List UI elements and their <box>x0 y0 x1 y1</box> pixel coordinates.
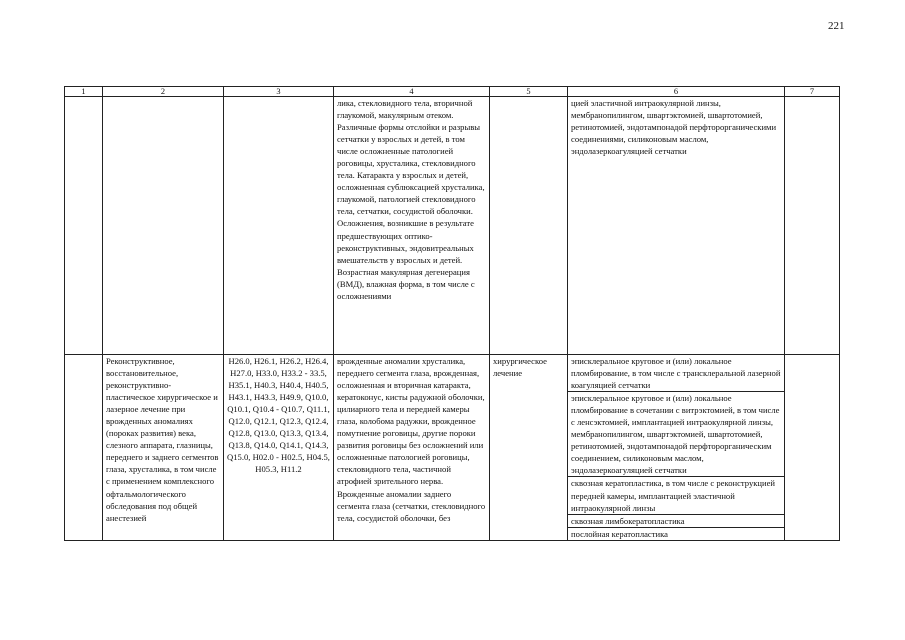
page-number: 221 <box>828 20 845 32</box>
column-header-1: 1 <box>65 87 103 97</box>
column-header-3: 3 <box>224 87 334 97</box>
row2-method-item-1: эписклеральное круговое и (или) локальное пломбирование, в том числе с трансклеральной лазерной коагуляцией сетчатки <box>568 355 785 392</box>
row1-method-cell: цией эластичной интраокулярной линзы, мембранопилингом, швартэктомией, швартотомией, ретинотомией, эндотампонадой перфторорганическими соединениями, силиконовым маслом, эндолазеркоагуляцией сетчатки <box>568 97 785 355</box>
row2-treatment-type-cell: хирургическое лечение <box>490 355 568 541</box>
column-header-5: 5 <box>490 87 568 97</box>
column-header-7: 7 <box>785 87 840 97</box>
treatment-table <box>64 86 840 541</box>
row1-col1-cell <box>65 97 103 355</box>
row2-method-item-5: послойная кератопластика <box>568 527 785 540</box>
row2-method-item-2: эписклеральное круговое и (или) локальное пломбирование в сочетании с витрэктомией, в том числе с ленсэктомией, имплантацией интраокулярной линзы, мембранопилингом, швартэктомией, швартотомией, ретинотомией, эндотампонадой перфторорганическим соединением, силиконовым маслом, эндолазеркоагуляцией сетчатки <box>568 392 785 477</box>
row2-col7-cell <box>785 355 840 541</box>
table-row <box>65 97 840 355</box>
row1-col2-cell <box>103 97 224 355</box>
row2-diagnosis-cell: врожденные аномалии хрусталика, переднего сегмента глаза, врожденная, осложненная и вторичная катаракта, кератоконус, кисты радужной оболочки, цилиарного тела и передней камеры глаза, колобома радужки, врожденное помутнение роговицы, другие пороки развития роговицы без осложнений или осложненные патологией роговицы, стекловидного тела, частичной атрофией зрительного нерва. Врожденные аномалии заднего сегмента глаза (сетчатки, стекловидного тела, сосудистой оболочки, без <box>334 355 490 541</box>
row1-col3-cell <box>224 97 334 355</box>
row2-col1-cell <box>65 355 103 541</box>
row1-diagnosis-cell: лика, стекловидного тела, вторичной глаукомой, макулярным отеком. Различные формы отслойки и разрывы сетчатки у взрослых и детей, в том числе осложненные патологией роговицы, хрусталика, стекловидного тела. Катаракта у взрослых и детей, осложненная сублюксацией хрусталика, глаукомой, патологией стекловидного тела, сетчатки, сосудистой оболочки. Осложнения, возникшие в результате предшествующих оптико-реконструктивных, эндовитреальных вмешательств у взрослых и детей. Возрастная макулярная дегенерация (ВМД), влажная форма, в том числе с осложнениями <box>334 97 490 355</box>
column-header-2: 2 <box>103 87 224 97</box>
row2-profile-cell: Реконструктивное, восстановительное, реконструктивно-пластическое хирургическое и лазерное лечение при врожденных аномалиях (пороках развития) века, слезного аппарата, глазницы, переднего и заднего сегментов глаза, хрусталика, в том числе с применением комплексного офтальмологического обследования под общей анестезией <box>103 355 224 541</box>
column-header-4: 4 <box>334 87 490 97</box>
column-header-6: 6 <box>568 87 785 97</box>
row1-col5-cell <box>490 97 568 355</box>
table-row <box>65 355 840 392</box>
row1-col7-cell <box>785 97 840 355</box>
row2-method-item-4: сквозная лимбокератопластика <box>568 514 785 527</box>
row2-codes-cell: H26.0, H26.1, H26.2, H26.4, H27.0, H33.0, H33.2 - 33.5, H35.1, H40.3, H40.4, H40.5, H43.1, H43.3, H49.9, Q10.0, Q10.1, Q10.4 - Q10.7, Q11.1, Q12.0, Q12.1, Q12.3, Q12.4, Q12.8, Q13.0, Q13.3, Q13.4, Q13.8, Q14.0, Q14.1, Q14.3, Q15.0, H02.0 - H02.5, H04.5, H05.3, H11.2 <box>224 355 334 541</box>
row2-method-item-3: сквозная кератопластика, в том числе с реконструкцией передней камеры, имплантацией эластичной интраокулярной линзы <box>568 477 785 514</box>
header-row <box>65 87 840 97</box>
